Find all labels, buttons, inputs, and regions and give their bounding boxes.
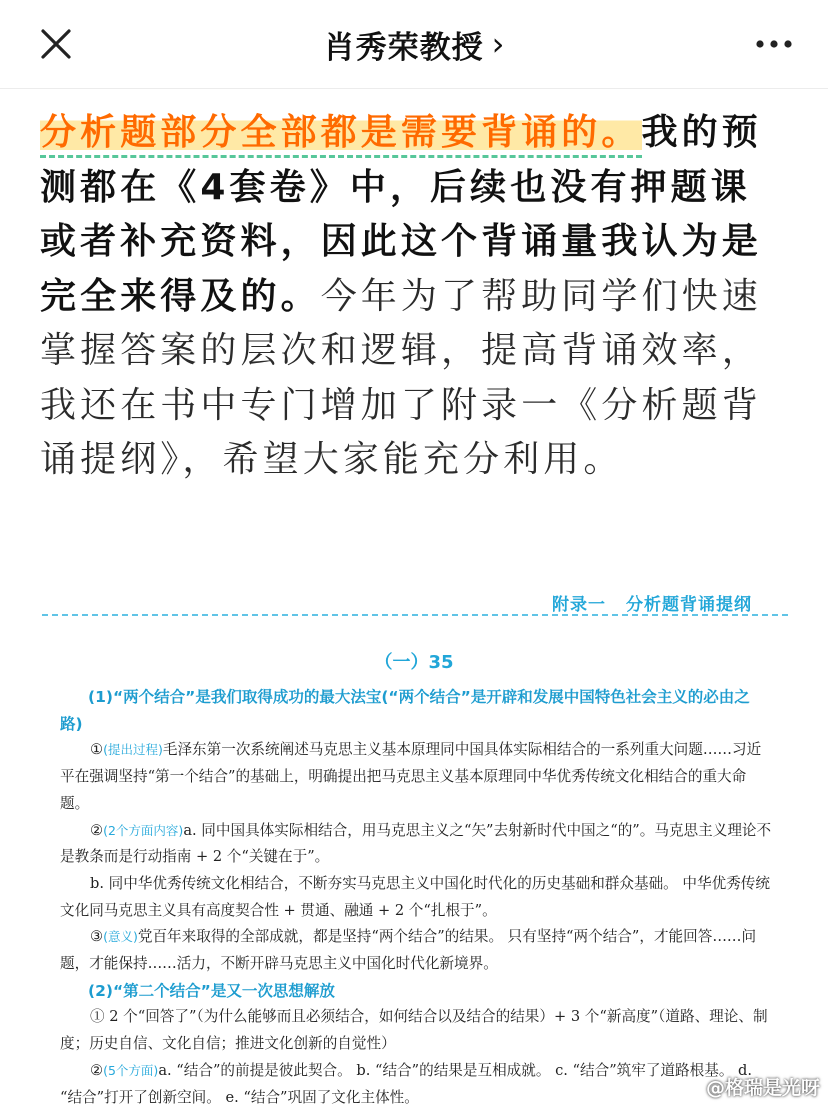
bold-text: 我的预测都在《4套卷》中，后续也没有押题课或者补充资料，因此这个背诵量我认为是完全来得及的。 [40,112,762,317]
point-tag: (意义) [103,929,138,945]
book-running-header [0,590,752,615]
watermark [670,1073,820,1100]
top-nav-bar [0,0,828,89]
post-body [40,106,788,488]
paragraph: ① 2 个“回答了”（为什么能够而且必须结合，如何结合以及结合的结果）+ 3 个“新高度”（道路、理论、制度；历史自信、文化自信；推进文化创新的自觉性） [60,1008,768,1053]
question-heading-1: (1)“两个结合”是我们取得成功的最大法宝(“两个结合”是开辟和发展中国特色社会主义的必由之路) [60,688,750,733]
body-text: 今年为了帮助同学们快速掌握答案的层次和逻辑，提高背诵效率，我还在书中专门增加了附录一《分析题背诵提纲》，希望大家能充分利用。 [40,275,762,480]
book-content [60,684,772,1111]
author-title-link[interactable] [0,20,828,68]
appendix-label: 附录一 [552,595,606,615]
page-title: 肖秀荣教授 [323,29,484,66]
point-tag: (2个方面内容) [103,822,184,838]
point-tag: (5个方面) [103,1062,159,1078]
section-title: （一）35 [374,652,454,673]
highlighted-text: 分析题部分全部都是需要背诵的。 [40,112,642,158]
question-heading-2: (2)“第二个结合”是又一次思想解放 [88,981,335,1000]
point-tag: (提出过程) [103,742,163,758]
weibo-logo-icon [670,1074,700,1100]
watermark-text: @格瑞是光呀 [705,1077,820,1099]
paragraph: ②(2个方面内容)a. 同中国具体实际相结合，用马克思主义之“矢”去射新时代中国之“的”。马克思主义理论不是教条而是行动指南 + 2 个“关键在于”。 [60,821,772,866]
paragraph: ②(5个方面)a. “结合”的前提是彼此契合。 b. “结合”的结果是互相成就。 c. “结合”筑牢了道路根基。 d. “结合”打开了创新空间。 e. “结合”巩固了文化主体性。 [60,1061,753,1106]
paragraph: b. 同中华优秀传统文化相结合，不断夯实马克思主义中国化时代化的历史基础和群众基础。 中华优秀传统文化同马克思主义具有高度契合性 + 贯通、融通 + 2 个“扎根于”。 [60,874,770,919]
more-button[interactable] [754,28,794,60]
paragraph: ①(提出过程)毛泽东第一次系统阐述马克思主义基本原理同中国具体实际相结合的一系列重大问题……习近平在强调坚持“第一个结合”的基础上，明确提出把马克思主义基本原理同中华优秀传统文化相结合的重大命题。 [60,741,762,812]
more-dots-icon [754,28,794,60]
appendix-title: 分析题背诵提纲 [626,595,752,615]
book-page-image[interactable] [0,560,828,1112]
chevron-right-icon: › [491,25,505,63]
paragraph: ③(意义)党百年来取得的全部成就，都是坚持“两个结合”的结果。 只有坚持“两个结合”，才能回答……问题，才能保持……活力，不断开辟马克思主义中国化时代化新境界。 [60,928,757,973]
dashed-divider [42,614,788,616]
